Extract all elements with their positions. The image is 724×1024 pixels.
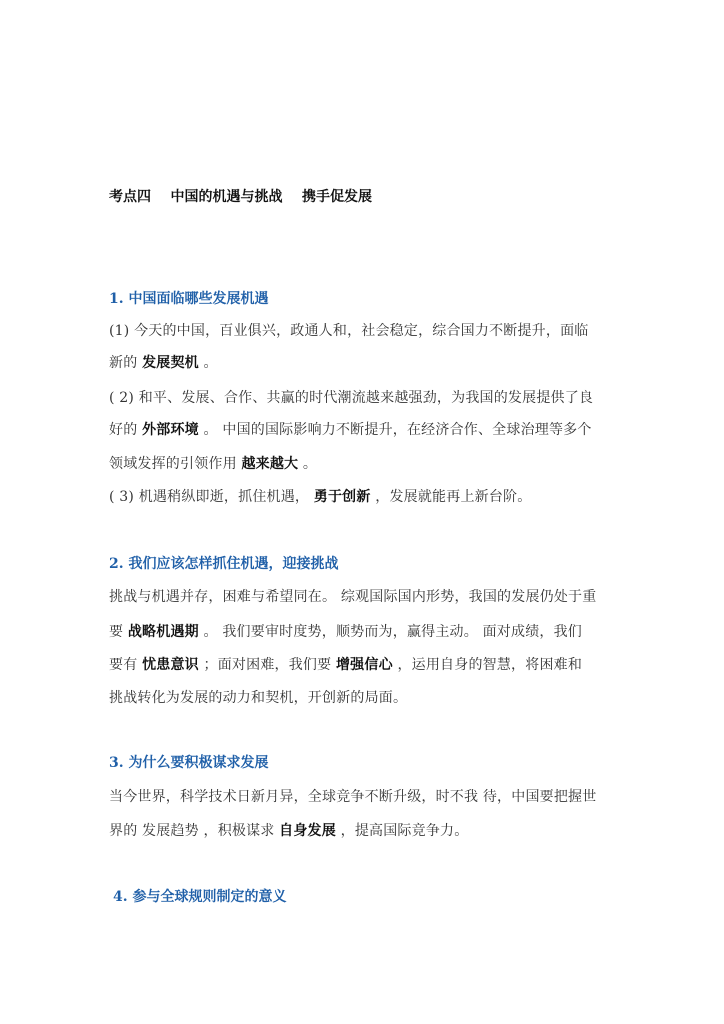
key-term: 战略机遇期 [127,624,199,640]
key-term: 勇于创新 [313,489,371,505]
key-term: 增强信心 [335,657,393,673]
paragraph-line: 当今世界，科学技术日新月异，全球竞争不断升级，时不我 待，中国要把握世 [109,789,597,805]
paragraph-line: 新的 发展契机 。 [109,355,218,371]
paragraph-line: 挑战转化为发展的动力和契机，开创新的局面。 [109,690,408,706]
paragraph-line: ( 2) 和平、发展、合作、共赢的时代潮流越来越强劲，为我国的发展提供了良 [109,390,594,406]
section-heading: 2. 我们应该怎样抓住机遇，迎接挑战 [109,556,339,572]
paragraph-line: 好的 外部环境 。 中国的国际影响力不断提升，在经济合作、全球治理等多个 [109,422,592,438]
paragraph-line: 要 战略机遇期 。 我们要审时度势，顺势而为，赢得主动。 面对成绩，我们 [109,624,583,640]
key-term: 发展契机 [142,355,199,371]
key-term: 外部环境 [142,422,199,438]
section-heading: 3. 为什么要积极谋求发展 [109,755,269,771]
section-heading: 4. 参与全球规则制定的意义 [113,889,287,905]
key-term: 忧患意识 [142,657,199,673]
paragraph-line: 挑战与机遇并存，困难与希望同在。 综观国际国内形势，我国的发展仍处于重 [109,589,597,605]
key-term: 自身发展 [279,823,336,839]
key-term: 越来越大 [241,456,299,472]
section-heading: 1. 中国面临哪些发展机遇 [109,291,269,307]
paragraph-line: ( 3) 机遇稍纵即逝，抓住机遇， 勇于创新 ，发展就能再上新台阶。 [109,489,532,505]
paragraph-line: (1) 今天的中国，百业俱兴，政通人和，社会稳定，综合国力不断提升，面临 [109,323,589,339]
paragraph-line: 要有 忧患意识 ；面对困难，我们要 增强信心 ，运用自身的智慧，将困难和 [109,657,583,673]
page-title: 考点四 中国的机遇与挑战 携手促发展 [109,189,372,205]
paragraph-line: 领域发挥的引领作用 越来越大 。 [109,456,318,472]
paragraph-line: 界的 发展趋势 ，积极谋求 自身发展 ，提高国际竞争力。 [109,823,469,839]
